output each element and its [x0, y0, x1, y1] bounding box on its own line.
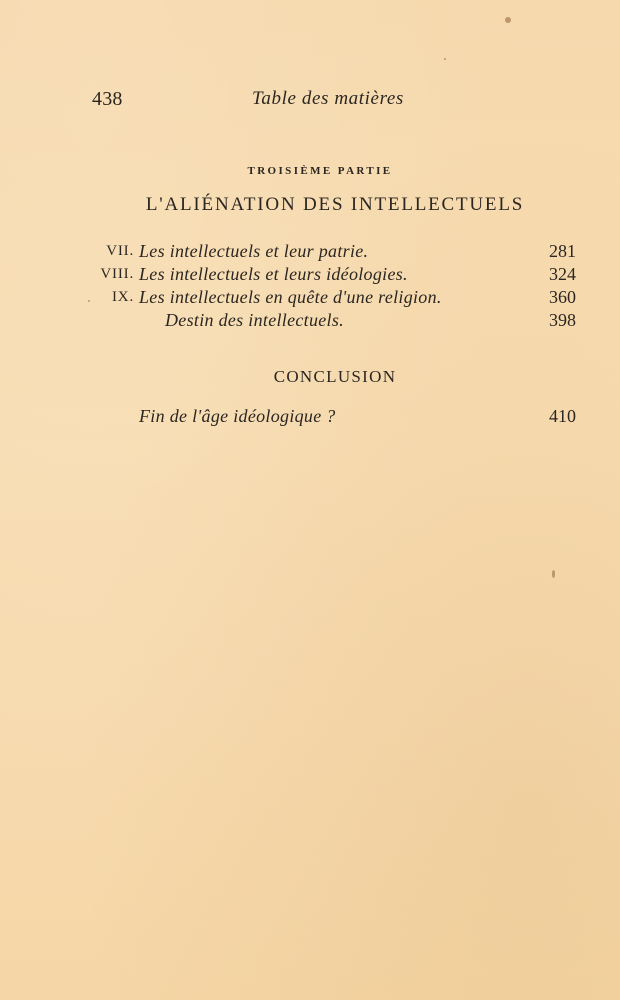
- chapter-title: Les intellectuels et leur patrie.: [139, 241, 369, 261]
- chapter-title: Les intellectuels en quête d'une religion.: [139, 287, 442, 307]
- paper-speck: [444, 58, 446, 60]
- toc-entry-destin: [92, 309, 576, 332]
- conclusion-entry: [139, 404, 576, 428]
- page-number: 438: [92, 88, 123, 110]
- conclusion-title: Fin de l'âge idéologique ?: [139, 406, 336, 426]
- chapter-title: Les intellectuels et leurs idéologies.: [139, 264, 408, 284]
- toc-entry-vii: [92, 240, 576, 263]
- chapter-page: 324: [549, 264, 576, 284]
- chapter-page: 281: [549, 241, 576, 261]
- toc-entry-viii: [92, 263, 576, 286]
- chapter-page: 398: [549, 310, 576, 330]
- paper-speck: [505, 17, 511, 23]
- table-of-contents: [92, 240, 576, 332]
- conclusion-heading: CONCLUSION: [273, 367, 397, 386]
- chapter-title: Destin des intellectuels.: [165, 310, 344, 330]
- running-head: [92, 88, 582, 114]
- chapter-number: IX.: [112, 289, 134, 305]
- chapter-number: VII.: [106, 243, 134, 259]
- chapter-number: VIII.: [100, 266, 134, 282]
- page-title: Table des matières: [252, 88, 404, 109]
- chapter-page: 360: [549, 287, 576, 307]
- paper-speck: [88, 300, 90, 302]
- toc-entry-ix: [92, 286, 576, 309]
- part-label: TROISIÈME PARTIE: [247, 165, 393, 177]
- conclusion-page: 410: [549, 406, 576, 426]
- part-title: L'ALIÉNATION DES INTELLECTUELS: [145, 194, 525, 215]
- paper-speck: [552, 570, 555, 578]
